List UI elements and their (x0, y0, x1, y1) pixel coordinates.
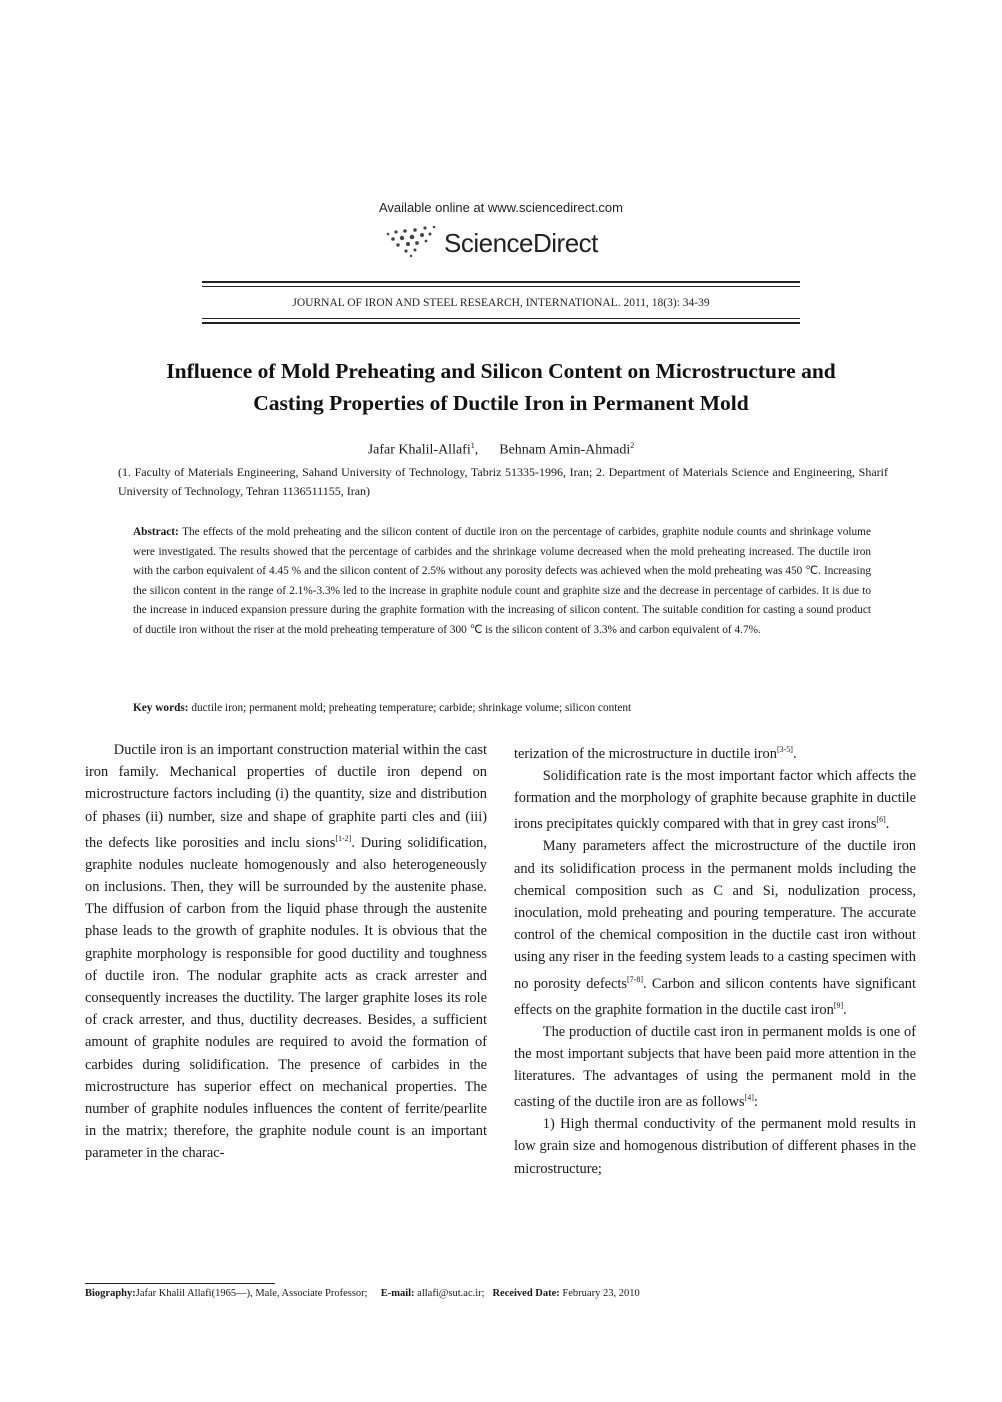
citation-9: [9] (833, 1000, 844, 1010)
paper-title (80, 355, 922, 419)
parameters-text: Many parameters affect the microstructure of the ductile iron and its solidification process in the permanent molds including the chemical composition such as C and Si, nodulization process, inoculation, mold preheating and pouring temperature. The accurate control of the chemical composition in the ductile cast iron without using any riser in the feeding system leads to a casting specimen with no porosity defects (514, 838, 916, 992)
abstract (133, 523, 871, 640)
body-column-left (85, 739, 487, 1165)
parameters-text-mid: . Carbon and silicon contents have significant effects on the graphite formation in the ductile cast iron (514, 975, 916, 1018)
keywords (133, 702, 871, 714)
footnote-rule (85, 1283, 275, 1284)
journal-citation: JOURNAL OF IRON AND STEEL RESEARCH, INTERNATIONAL. 2011, 18(3): 34-39 (292, 297, 710, 309)
footnote (85, 1288, 925, 1299)
intro-text-b: . During solidification, graphite nodules nucleate homogenously and also heterogeneously on inclusions. Then, they will be surrounded by the austenite phase. The diffusion of carbon from the liquid phase through the austenite phase leads to the growth of graphite nodules. It is obvious that the graphite morphology is responsible for good ductility and toughness of ductile iron. The nodular graphite acts as crack arrester and consequently increases the ductility. The larger graphite loses its role of crack arrester, and thus, ductility decreases. Besides, a sufficient amount of graphite nodules are required to avoid the formation of carbides during solidification. The presence of carbides in the microstructure has superior effect on mechanical properties. The number of graphite nodules influences the content of ferrite/pearlite in the matrix; therefore, the graphite nodule count is an important parameter in the charac- (85, 834, 487, 1162)
sciencedirect-logo-icon (384, 222, 444, 262)
production-text: The production of ductile cast iron in permanent molds is one of the most important subjects that have been paid more attention in the literatures. The advantages of using the permanent mold in the casting of the ductile iron are as follows (514, 1023, 916, 1111)
abstract-label: Abstract: (133, 526, 179, 538)
email-label: E-mail: (380, 1288, 415, 1299)
cont-end: . (792, 745, 797, 762)
paper-title-line1: Influence of Mold Preheating and Silicon Content on Microstructure and (166, 359, 836, 383)
biography-label: Biography: (85, 1288, 136, 1299)
body-column-right (514, 739, 916, 1180)
abstract-text: The effects of the mold preheating and the silicon content of ductile iron on the percentage of carbides, graphite nodule counts and shrinkage volume were investigated. The results showed that the percentage of carbides and the shrinkage volume decreased when the mold preheating increased. The ductile iron with the carbon equivalent of 4.45 % and the silicon content of 2.5% without any porosity defects was achieved when the mold preheating was 450 ℃. Increasing the silicon content in the range of 2.1%-3.3% led to the increase in graphite nodule count and graphite size and the decrease in percentage of carbides. It is due to the increase in induced expansion pressure during the graphite formation with the increasing of silicon content. The suitable condition for casting a sound product of ductile iron without the riser at the mold preheating temperature of 300 ℃ is the silicon content of 3.3% and carbon equivalent of 4.7%. (133, 526, 871, 636)
header-rule-bottom (202, 322, 800, 324)
received-date-label: Received Date: (492, 1288, 560, 1299)
available-online-text: Available online at www.sciencedirect.com (379, 200, 623, 215)
sciencedirect-brand: ScienceDirect (444, 228, 598, 258)
biography-text: Jafar Khalil Allafi(1965—), Male, Associate Professor; (135, 1288, 368, 1299)
author-1: Jafar Khalil-Allafi (367, 442, 471, 458)
affiliations: (1. Faculty of Materials Engineering, Sahand University of Technology, Tabriz 51335-1996, Iran; 2. Department of Materials Science and Engineering, Sharif University of Technology, Tehran 1136511155, Iran) (118, 465, 888, 498)
intro-text-a: Ductile iron is an important construction material within the cast iron family. Mechanical properties of ductile iron depend on microstructure factors including (i) the quantity, size and distribution of phases (ii) number, size and shape of graphite parti cles and (iii) the defects like porosities and inclu sions (85, 742, 487, 851)
citation-7-8: [7-8] (626, 974, 643, 984)
author-2-mark: 2 (630, 441, 635, 450)
header-rule-bottom-thin (202, 318, 800, 319)
paragraph-continued (514, 739, 916, 765)
paper-title-line2: Casting Properties of Ductile Iron in Permanent Mold (253, 391, 749, 415)
parameters-end: . (843, 1001, 847, 1018)
paragraph-advantage-1: 1) High thermal conductivity of the permanent mold results in low grain size and homogenous distribution of different phases in the microstructure; (514, 1116, 916, 1177)
email-text: allafi@sut.ac.ir; (417, 1288, 485, 1299)
header-rule-top (202, 281, 800, 283)
paragraph-intro (85, 739, 487, 1165)
production-end: : (753, 1094, 758, 1111)
citation-4: [4] (744, 1093, 754, 1103)
keywords-text: ductile iron; permanent mold; preheating temperature; carbide; shrinkage volume; silicon content (188, 702, 632, 714)
solidification-end: . (885, 816, 890, 833)
received-date-text: February 23, 2010 (562, 1288, 640, 1299)
paragraph-solidification (514, 765, 916, 835)
authors (0, 441, 1002, 459)
author-1-mark: 1 (470, 441, 475, 450)
author-2: Behnam Amin-Ahmadi (499, 442, 631, 458)
cont-text: terization of the microstructure in ductile iron (514, 745, 777, 762)
paragraph-parameters (514, 835, 916, 1020)
author-separator: , (474, 442, 479, 458)
keywords-label: Key words: (133, 702, 189, 714)
citation-6: [6] (876, 815, 886, 825)
header-rule-top-thin (202, 286, 800, 287)
paragraph-production (514, 1021, 916, 1114)
solidification-text: Solidification rate is the most important factor which affects the formation and the morphology of graphite because graphite in ductile irons precipitates quickly compared with that in grey cast irons (514, 768, 916, 833)
citation-1-2: [1-2] (335, 833, 352, 843)
citation-3-5: [3-5] (776, 745, 793, 754)
